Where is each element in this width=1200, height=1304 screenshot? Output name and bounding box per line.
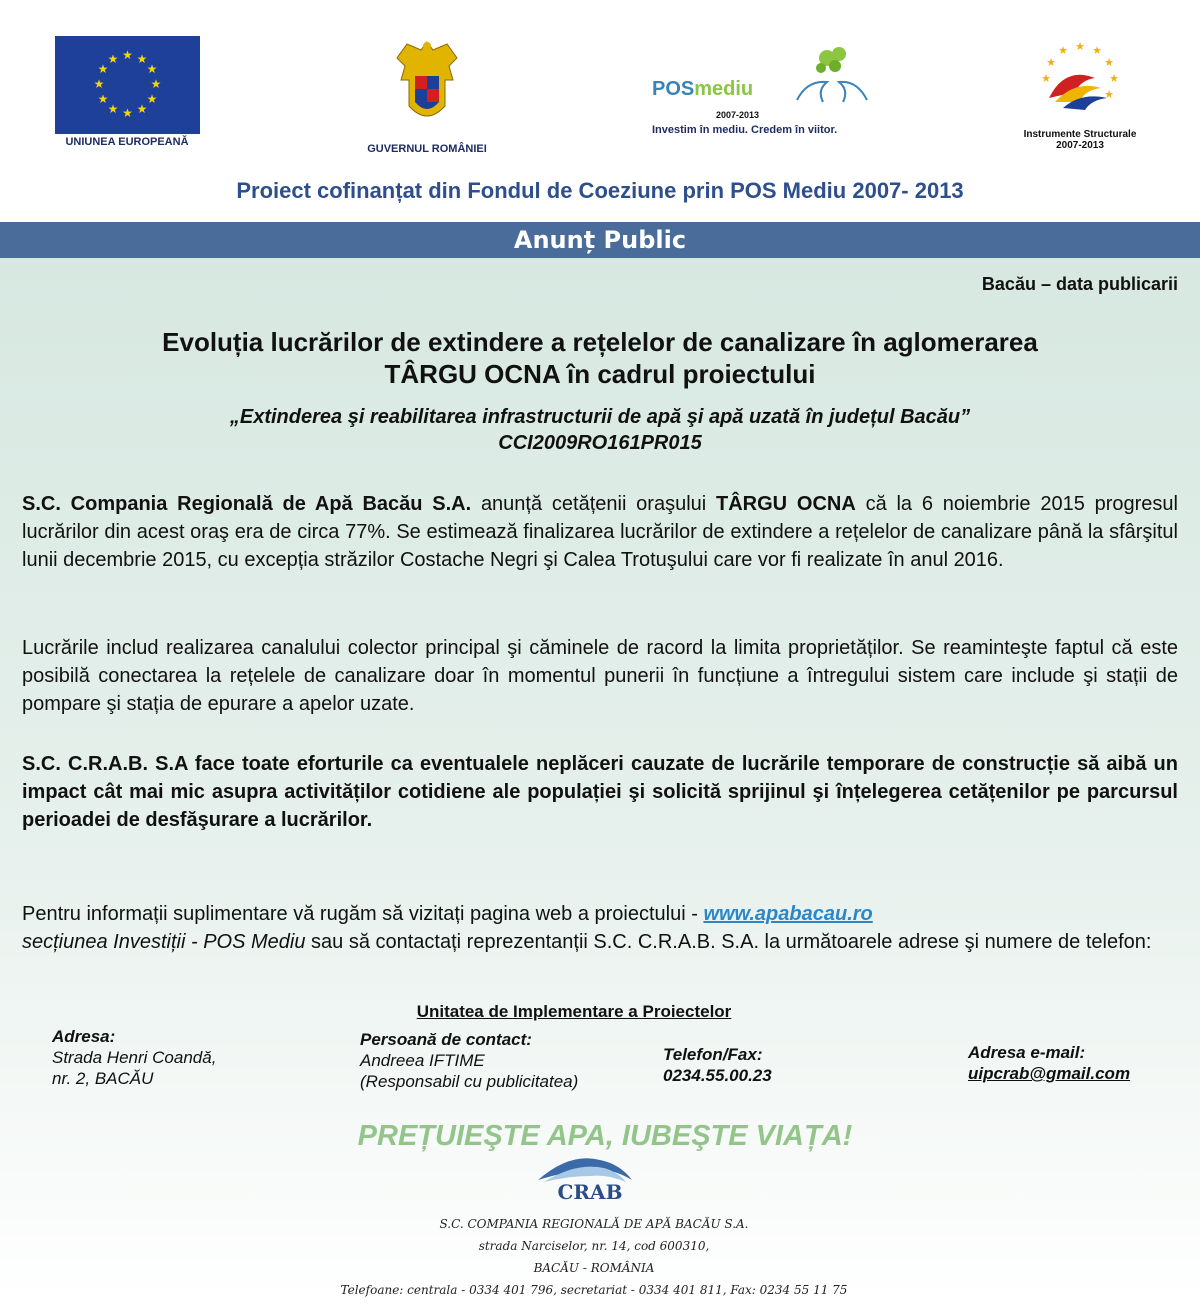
svg-text:★: ★ — [97, 62, 108, 76]
svg-text:★: ★ — [1046, 56, 1056, 69]
contact-phone — [663, 1044, 772, 1086]
posmediu-brand-pos: POS — [652, 78, 695, 100]
publication-date: Bacău – data publicarii — [981, 274, 1178, 294]
website-section: secțiunea Investiții - POS Mediu — [22, 931, 306, 953]
svg-text:★: ★ — [146, 92, 157, 106]
instrumente-logo — [1005, 36, 1155, 151]
instrumente-years: 2007-2013 — [1056, 140, 1104, 151]
contact-person — [360, 1029, 578, 1092]
government-logo — [352, 36, 502, 155]
svg-text:★: ★ — [93, 77, 104, 91]
progress-paragraph — [22, 490, 1178, 574]
svg-text:★: ★ — [107, 102, 118, 116]
title-line-1: Evoluția lucrărilor de extindere a rețelelor de canalizare în aglomerarea — [162, 327, 1038, 357]
project-subtitle — [20, 404, 1180, 456]
svg-text:★: ★ — [136, 102, 147, 116]
contact-email — [968, 1042, 1130, 1084]
cofinancing-line: Proiect cofinanțat din Fondul de Coeziune prin POS Mediu 2007- 2013 — [236, 178, 964, 203]
crab-street: strada Narciselor, nr. 14, cod 600310, — [478, 1239, 710, 1253]
phone-label: Telefon/Fax: — [663, 1045, 763, 1064]
announcement-band: Anunț Public — [0, 222, 1200, 258]
email-value[interactable]: uipcrab@gmail.com — [968, 1064, 1131, 1083]
crab-logo-text: CRAB — [557, 1180, 623, 1204]
subtitle-line-1: „Extinderea şi reabilitarea infrastructurii de apă şi apă uzată în județul Bacău” — [229, 406, 971, 428]
government-caption: GUVERNUL ROMÂNIEI — [367, 143, 487, 155]
svg-text:★: ★ — [107, 52, 118, 66]
project-code: CCI2009RO161PR015 — [498, 432, 702, 454]
svg-text:★: ★ — [121, 106, 133, 120]
address-line-2: nr. 2, BACĂU — [52, 1069, 154, 1088]
eu-logo — [52, 36, 202, 148]
posmediu-years: 2007-2013 — [716, 110, 760, 120]
info-paragraph — [22, 900, 1178, 956]
apology-paragraph: S.C. C.R.A.B. S.A face toate eforturile ca eventualele neplăceri cauzate de lucrările temporare de construcție să aibă un impact cât mai mic asupra activităților cotidiene ale populației şi solicită sprijinul şi înțelegerea cetățenilor pe parcursul perioadei de desfăşurare a lucrărilor. — [22, 753, 1178, 831]
phone-value: 0234.55.00.23 — [663, 1066, 772, 1085]
coat-of-arms-icon — [387, 36, 467, 134]
crab-phones: Telefoane: centrala - 0334 401 796, secretariat - 0334 401 811, Fax: 0234 55 11 75 — [340, 1283, 848, 1297]
email-label: Adresa e-mail: — [968, 1043, 1086, 1062]
svg-text:★: ★ — [136, 52, 147, 66]
svg-text:★: ★ — [1092, 44, 1102, 57]
announcement-body — [0, 258, 1200, 1304]
person-label: Persoană de contact: — [360, 1030, 532, 1049]
works-paragraph: Lucrările includ realizarea canalului colector principal şi căminele de racord la limita proprietăților. Se reaminteşte faptul că este posibilă conectarea la rețelele de canalizare doar în momentul punerii în funcțiune a întregului sistem care include şi stații de pompare şi stația de epurare a apelor uzate. — [22, 637, 1178, 715]
crab-footer — [0, 1213, 1188, 1301]
svg-text:★: ★ — [1041, 72, 1051, 85]
svg-text:★: ★ — [146, 62, 157, 76]
paragraph4-text-b: sau să contactați reprezentanții S.C. C.R.A.B. S.A. la următoarele adrese şi numere de telefon: — [305, 931, 1152, 953]
svg-text:★: ★ — [121, 48, 133, 62]
svg-text:★: ★ — [1104, 88, 1114, 101]
svg-text:★: ★ — [1104, 56, 1114, 69]
paragraph1-text-b: că la 6 noiembrie 2015 progresul lucrărilor din acest oraş era de circa 77%. Se estimează finalizarea lucrărilor de extindere a rețelelor de canalizare până la sfârşitul lunii decembrie 2015, cu excepția străzilor Costache Negri şi Calea Trotuşului care vor fi realizate în anul 2016. — [22, 493, 1178, 571]
paragraph4-text-a: Pentru informații suplimentare vă rugăm să vizitați pagina web a proiectului - — [22, 903, 704, 925]
svg-text:★: ★ — [150, 77, 161, 91]
person-role: (Responsabil cu publicitatea) — [360, 1072, 579, 1091]
paragraph1-text-a: anunță cetățenii oraşului — [471, 493, 716, 515]
website-link[interactable]: www.apabacau.ro — [703, 903, 873, 925]
header-logos — [0, 0, 1200, 222]
address-line-1: Strada Henri Coandă, — [52, 1048, 217, 1067]
instrumente-caption: Instrumente Structurale — [1023, 129, 1137, 140]
posmediu-brand-mediu: mediu — [694, 78, 754, 100]
company-name: S.C. Compania Regională de Apă Bacău S.A. — [22, 493, 472, 515]
address-label: Adresa: — [52, 1027, 116, 1046]
slogan: PREȚUIEŞTE APA, IUBEŞTE VIAȚA! — [357, 1120, 853, 1152]
svg-text:★: ★ — [1075, 40, 1085, 53]
posmediu-tagline: Investim în mediu. Credem în viitor. — [652, 124, 838, 136]
eu-flag-icon — [55, 36, 200, 134]
svg-text:★: ★ — [1058, 44, 1068, 57]
person-name: Andreea IFTIME — [360, 1051, 485, 1070]
crab-logo — [520, 1150, 660, 1208]
title-line-2: TÂRGU OCNA în cadrul proiectului — [384, 359, 816, 389]
uip-title: Unitatea de Implementare a Proiectelor — [416, 1002, 732, 1021]
contact-address — [52, 1026, 216, 1089]
svg-text:★: ★ — [97, 92, 108, 106]
hands-flower-icon — [787, 40, 877, 110]
announcement-title — [20, 326, 1180, 390]
town-name: TÂRGU OCNA — [716, 493, 856, 515]
crab-city: BACĂU - ROMÂNIA — [533, 1261, 655, 1275]
crab-company: S.C. COMPANIA REGIONALĂ DE APĂ BACĂU S.A. — [439, 1217, 749, 1231]
svg-text:★: ★ — [1109, 72, 1119, 85]
stars-wave-icon — [1035, 36, 1125, 124]
eu-caption: UNIUNEA EUROPEANĂ — [65, 136, 189, 148]
